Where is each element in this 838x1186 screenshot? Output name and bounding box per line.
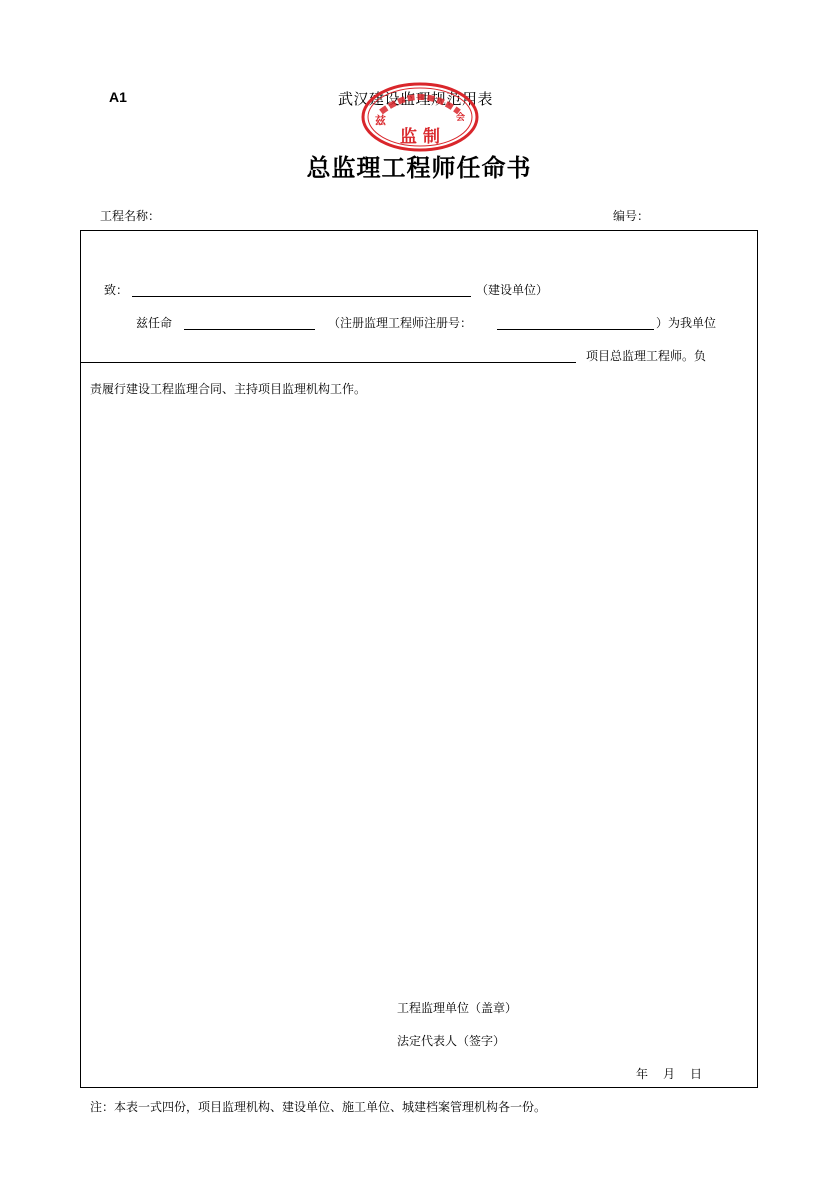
footer-note: 注：本表一式四份，项目监理机构、建设单位、施工单位、城建档案管理机构各一份。 [90, 1100, 547, 1114]
reg-no-line[interactable] [497, 329, 654, 330]
seal-main-text: 监 制 [400, 127, 440, 147]
serial-no-label: 编号： [613, 209, 650, 223]
appoint-label: 兹任命 [136, 316, 173, 330]
to-label: 致： [104, 283, 129, 297]
supervision-unit-seal-label: 工程监理单位（盖章） [397, 1001, 518, 1015]
form-subtitle: 武汉建设监理规范用表 [338, 90, 494, 108]
position-text: 项目总监理工程师。负 [586, 349, 707, 363]
construction-unit-line[interactable] [132, 296, 471, 297]
seal-right-char: 会 [456, 113, 466, 123]
reg-no-suffix: ）为我单位 [656, 316, 717, 330]
seal-left-char: 兹 [375, 114, 386, 127]
appointee-name-line[interactable] [184, 329, 315, 330]
legal-rep-sign-label: 法定代表人（签字） [397, 1034, 506, 1048]
project-name-fill-line[interactable] [81, 362, 576, 363]
project-name-label: 工程名称： [100, 209, 161, 223]
reg-no-label: （注册监理工程师注册号： [328, 316, 473, 330]
to-suffix: （建设单位） [476, 283, 549, 297]
day-label: 日 [690, 1067, 703, 1081]
year-label: 年 [636, 1067, 649, 1081]
form-code: A1 [109, 89, 127, 105]
official-seal-stamp [361, 82, 479, 152]
duty-text: 责履行建设工程监理合同、主持项目监理机构工作。 [90, 382, 367, 396]
document-title: 总监理工程师任命书 [306, 153, 532, 182]
month-label: 月 [663, 1067, 676, 1081]
